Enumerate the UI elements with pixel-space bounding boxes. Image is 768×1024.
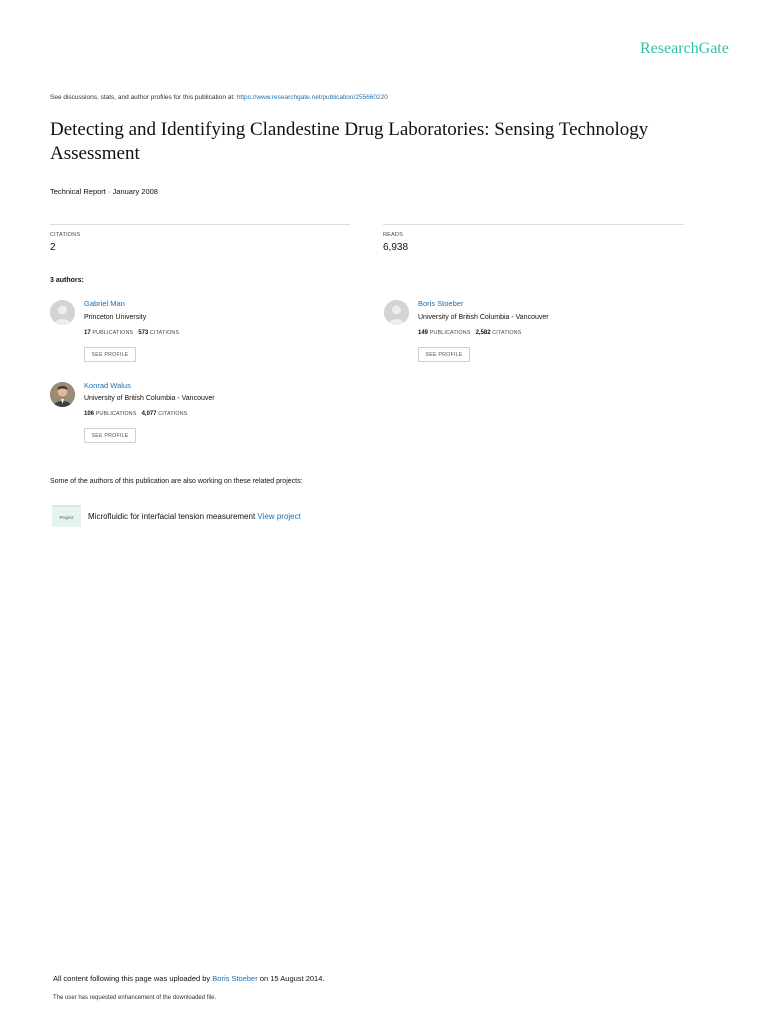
author-affiliation: University of British Columbia - Vancouver xyxy=(84,395,215,402)
publications-count: 149 xyxy=(418,330,429,336)
author-avatar-placeholder[interactable] xyxy=(50,300,75,325)
publications-label: PUBLICATIONS xyxy=(95,411,137,417)
project-icon-label: Project xyxy=(59,515,74,520)
citations-label: CITATIONS xyxy=(50,232,81,238)
publications-label: PUBLICATIONS xyxy=(92,330,134,336)
author-name-link[interactable]: Gabriel Man xyxy=(84,299,125,308)
publications-label: PUBLICATIONS xyxy=(429,330,471,336)
project-icon[interactable] xyxy=(52,505,81,527)
see-profile-button[interactable]: SEE PROFILE xyxy=(418,347,470,362)
author-stats xyxy=(84,411,188,417)
author-citations-label: CITATIONS xyxy=(158,411,188,417)
project-name: Microfluidic for interfacial tension measurement xyxy=(88,512,256,521)
authors-heading: 3 authors: xyxy=(50,277,84,284)
upload-notice xyxy=(53,974,324,983)
author-affiliation: Princeton University xyxy=(84,314,147,321)
uploader-link[interactable]: Boris Stoeber xyxy=(212,974,258,983)
publication-meta: Technical Report · January 2008 xyxy=(50,187,158,196)
publications-count: 106 xyxy=(84,411,95,417)
author-citations-count: 573 xyxy=(138,330,149,336)
citations-divider xyxy=(50,224,350,225)
author-name-link[interactable]: Boris Stoeber xyxy=(418,299,464,308)
author-stats xyxy=(84,330,179,336)
person-silhouette-icon xyxy=(50,300,75,325)
upload-prefix: All content following this page was uploaded by xyxy=(53,974,211,983)
author-affiliation: University of British Columbia - Vancouver xyxy=(418,314,549,321)
author-avatar-placeholder[interactable] xyxy=(384,300,409,325)
author-citations-count: 4,077 xyxy=(141,411,157,417)
publication-title: Detecting and Identifying Clandestine Drug Laboratories: Sensing Technology Assessment xyxy=(50,119,649,164)
author-avatar-photo[interactable] xyxy=(50,382,75,407)
author-citations-count: 2,582 xyxy=(475,330,491,336)
discussion-prefix: See discussions, stats, and author profiles for this publication at: xyxy=(50,94,235,101)
author-photo-icon xyxy=(50,382,75,407)
enhancement-note: The user has requested enhancement of the downloaded file. xyxy=(53,995,217,1001)
citations-count: 2 xyxy=(50,242,56,253)
reads-label: READS xyxy=(383,232,403,238)
author-stats xyxy=(418,330,522,336)
author-citations-label: CITATIONS xyxy=(149,330,180,336)
publications-count: 17 xyxy=(84,330,91,336)
researchgate-logo[interactable]: ResearchGate xyxy=(640,40,729,57)
person-silhouette-icon xyxy=(384,300,409,325)
view-project-link[interactable]: View project xyxy=(257,512,301,521)
project-row xyxy=(88,512,301,521)
see-profile-button[interactable]: SEE PROFILE xyxy=(84,428,136,443)
related-projects-heading: Some of the authors of this publication are also working on these related projects: xyxy=(50,478,303,485)
publication-url-link[interactable]: https://www.researchgate.net/publication/255660220 xyxy=(236,94,388,101)
reads-count: 6,938 xyxy=(383,242,409,253)
reads-divider xyxy=(383,224,684,225)
discussion-notice xyxy=(50,94,388,101)
see-profile-button[interactable]: SEE PROFILE xyxy=(84,347,136,362)
author-citations-label: CITATIONS xyxy=(492,330,522,336)
upload-date: on 15 August 2014. xyxy=(259,974,325,983)
author-name-link[interactable]: Konrad Walus xyxy=(84,381,131,390)
